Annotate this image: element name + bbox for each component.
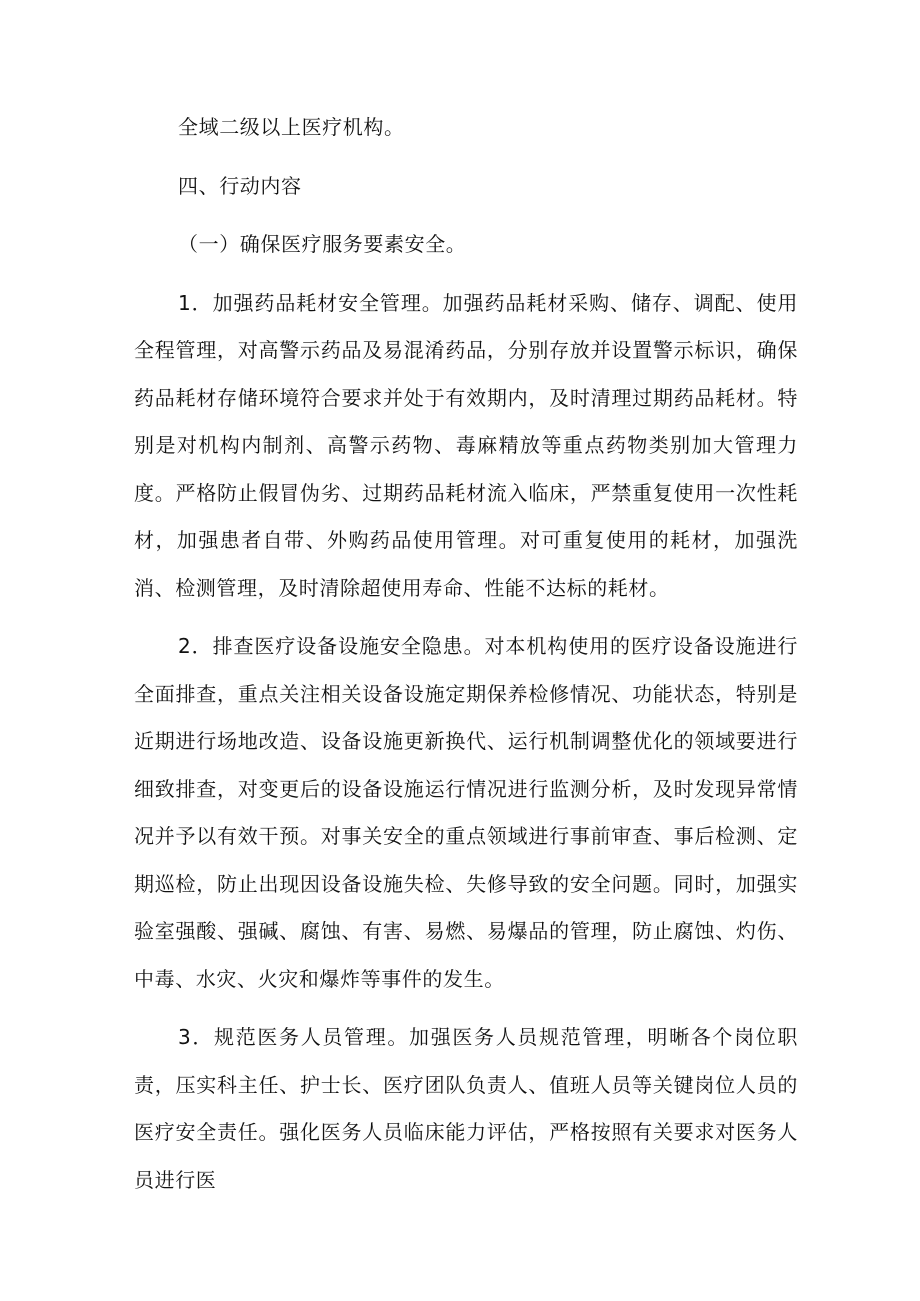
subsection-heading-1: （一）确保医疗服务要素安全。	[178, 232, 467, 256]
paragraph-item-2: 2．排查医疗设备设施安全隐患。对本机构使用的医疗设备设施进行全面排查，重点关注相关设备设施定期保养检修情况、功能状态，特别是近期进行场地改造、设备设施更新换代、运行机制调整优化的领域要进行细致排查，对变更后的设备设施运行情况进行监测分析，及时发现异常情况并予以有效干预。对事关安全的重点领域进行事前审查、事后检测、定期巡检，防止出现因设备设施失检、失修导致的安全问题。同时，加强实验室强酸、强碱、腐蚀、有害、易燃、易爆品的管理，防止腐蚀、灼伤、中毒、水灾、火灾和爆炸等事件的发生。	[134, 634, 798, 991]
paragraph-item-3: 3．规范医务人员管理。加强医务人员规范管理，明晰各个岗位职责，压实科主任、护士长、医疗团队负责人、值班人员等关键岗位人员的医疗安全责任。强化医务人员临床能力评估，严格按照有关要求对医务人员进行医	[134, 1025, 798, 1192]
section-heading-4: 四、行动内容	[178, 173, 302, 198]
paragraph-scope: 全域二级以上医疗机构。	[178, 115, 405, 139]
document-body	[134, 104, 798, 1204]
paragraph-item-1: 1．加强药品耗材安全管理。加强药品耗材采购、储存、调配、使用全程管理，对高警示药品及易混淆药品，分别存放并设置警示标识，确保药品耗材存储环境符合要求并处于有效期内，及时清理过期药品耗材。特别是对机构内制剂、高警示药物、毒麻精放等重点药物类别加大管理力度。严格防止假冒伪劣、过期药品耗材流入临床，严禁重复使用一次性耗材，加强患者自带、外购药品使用管理。对可重复使用的耗材，加强洗消、检测管理，及时清除超使用寿命、性能不达标的耗材。	[134, 290, 798, 600]
